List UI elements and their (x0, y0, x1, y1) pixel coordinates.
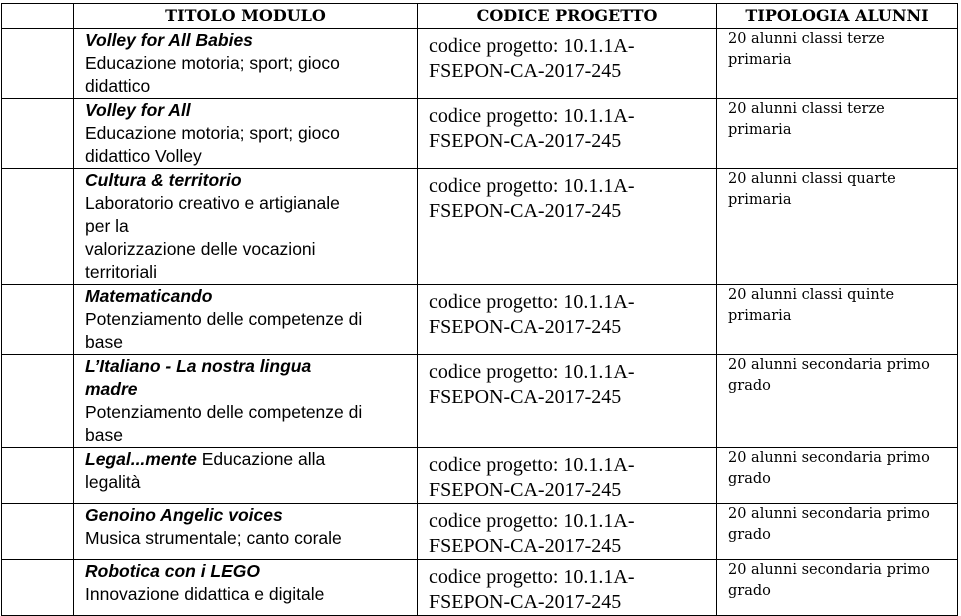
header-row (2, 4, 958, 29)
module-description: base (85, 425, 123, 445)
module-name-line (85, 560, 409, 583)
table-row (2, 285, 958, 355)
module-name-line (85, 448, 409, 471)
module-name: Legal...mente (85, 449, 197, 469)
header-tipologia-alunni: TIPOLOGIA ALUNNI (717, 4, 958, 29)
module-name: Matematicando (85, 286, 213, 306)
student-type-text: 20 alunni secondaria primo (728, 357, 930, 373)
row-blank-cell (2, 355, 74, 448)
header-titolo-modulo: TITOLO MODULO (74, 4, 418, 29)
header-codice-progetto: CODICE PROGETTO (418, 4, 717, 29)
student-type-cell (717, 285, 958, 355)
project-code-text: codice progetto: 10.1.1A- (429, 361, 635, 383)
project-code-text: FSEPON-CA-2017-245 (429, 200, 622, 222)
student-type-cell (717, 99, 958, 169)
module-name-line (85, 285, 409, 308)
student-type-text: 20 alunni secondaria primo (728, 450, 930, 466)
module-description: Educazione motoria; sport; gioco (85, 123, 340, 143)
project-code-text: codice progetto: 10.1.1A- (429, 105, 635, 127)
module-title-cell (74, 99, 418, 169)
module-name: madre (85, 379, 138, 399)
module-description: Laboratorio creativo e artigianale (85, 193, 340, 213)
row-blank-cell (2, 169, 74, 285)
table-row (2, 169, 958, 285)
module-name: Volley for All (85, 100, 191, 120)
module-title-cell (74, 169, 418, 285)
module-name: Cultura & territorio (85, 170, 242, 190)
module-title-cell (74, 29, 418, 99)
module-name: Genoino Angelic voices (85, 505, 283, 525)
module-description: Potenziamento delle competenze di (85, 402, 363, 422)
module-description: valorizzazione delle vocazioni (85, 239, 316, 259)
student-type-text: primaria (728, 192, 792, 208)
row-blank-cell (2, 285, 74, 355)
project-code-text: FSEPON-CA-2017-245 (429, 591, 622, 613)
module-description: Innovazione didattica e digitale (85, 584, 325, 604)
table-row (2, 504, 958, 560)
module-name-line (85, 99, 409, 122)
module-title-cell (74, 504, 418, 560)
student-type-text: grado (728, 527, 771, 543)
module-name: Volley for All Babies (85, 30, 253, 50)
module-description-inline: Educazione alla (196, 449, 326, 469)
module-description: didattico Volley (85, 146, 202, 166)
module-title-cell (74, 560, 418, 616)
row-blank-cell (2, 448, 74, 504)
module-description: Educazione motoria; sport; gioco (85, 53, 340, 73)
table-row (2, 560, 958, 616)
project-code-cell (418, 355, 717, 448)
student-type-cell (717, 448, 958, 504)
project-code-text: codice progetto: 10.1.1A- (429, 175, 635, 197)
table-row (2, 29, 958, 99)
module-description: territoriali (85, 262, 157, 282)
project-code-text: FSEPON-CA-2017-245 (429, 535, 622, 557)
module-name: L’Italiano - La nostra lingua (85, 356, 312, 376)
student-type-text: 20 alunni classi quarte (728, 171, 896, 187)
student-type-cell (717, 355, 958, 448)
project-code-cell (418, 29, 717, 99)
table-row (2, 99, 958, 169)
row-blank-cell (2, 560, 74, 616)
header-blank (2, 4, 74, 29)
student-type-text: 20 alunni secondaria primo (728, 506, 930, 522)
module-description: didattico (85, 76, 151, 96)
project-code-text: codice progetto: 10.1.1A- (429, 35, 635, 57)
project-code-text: codice progetto: 10.1.1A- (429, 566, 635, 588)
student-type-text: primaria (728, 52, 792, 68)
project-code-cell (418, 560, 717, 616)
module-name: Robotica con i LEGO (85, 561, 261, 581)
table-row (2, 355, 958, 448)
project-code-text: codice progetto: 10.1.1A- (429, 510, 635, 532)
module-title-cell (74, 285, 418, 355)
project-code-text: codice progetto: 10.1.1A- (429, 291, 635, 313)
student-type-text: 20 alunni secondaria primo (728, 562, 930, 578)
student-type-cell (717, 169, 958, 285)
row-blank-cell (2, 99, 74, 169)
student-type-text: primaria (728, 122, 792, 138)
module-title-cell (74, 448, 418, 504)
modules-table (1, 3, 958, 616)
module-description: Musica strumentale; canto corale (85, 528, 342, 548)
row-blank-cell (2, 504, 74, 560)
project-code-cell (418, 504, 717, 560)
module-name-line (85, 169, 409, 192)
student-type-text: 20 alunni classi terze (728, 31, 885, 47)
student-type-text: primaria (728, 308, 792, 324)
project-code-cell (418, 169, 717, 285)
student-type-text: 20 alunni classi quinte (728, 287, 895, 303)
module-description: legalità (85, 472, 141, 492)
project-code-cell (418, 448, 717, 504)
project-code-text: FSEPON-CA-2017-245 (429, 130, 622, 152)
project-code-text: FSEPON-CA-2017-245 (429, 386, 622, 408)
project-code-text: FSEPON-CA-2017-245 (429, 316, 622, 338)
student-type-cell (717, 29, 958, 99)
student-type-text: grado (728, 471, 771, 487)
project-code-text: FSEPON-CA-2017-245 (429, 60, 622, 82)
module-description: base (85, 332, 123, 352)
project-code-cell (418, 99, 717, 169)
module-title-cell (74, 355, 418, 448)
student-type-text: grado (728, 583, 771, 599)
student-type-cell (717, 504, 958, 560)
module-name-line (85, 29, 409, 52)
module-name-line (85, 504, 409, 527)
project-code-text: FSEPON-CA-2017-245 (429, 479, 622, 501)
student-type-text: 20 alunni classi terze (728, 101, 885, 117)
module-description: Potenziamento delle competenze di (85, 309, 363, 329)
table-row (2, 448, 958, 504)
module-description: per la (85, 216, 129, 236)
row-blank-cell (2, 29, 74, 99)
student-type-text: grado (728, 378, 771, 394)
project-code-cell (418, 285, 717, 355)
student-type-cell (717, 560, 958, 616)
project-code-text: codice progetto: 10.1.1A- (429, 454, 635, 476)
